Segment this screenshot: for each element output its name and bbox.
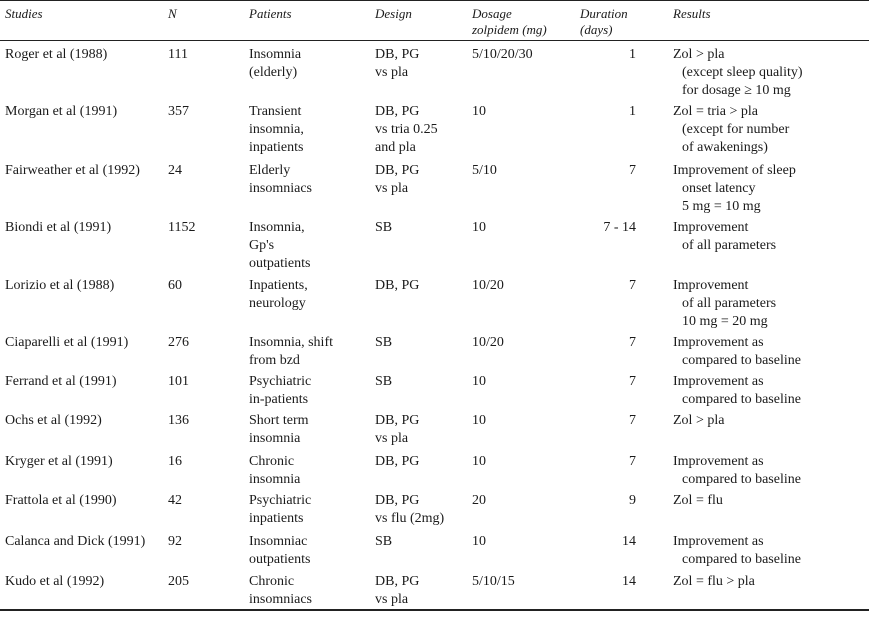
header-design: Design xyxy=(375,6,412,21)
results-cell-line: Zol = flu > pla xyxy=(673,574,755,589)
duration-cell: 9 xyxy=(629,493,636,508)
design-cell xyxy=(375,219,392,237)
results-cell-line: of awakenings) xyxy=(682,140,768,155)
dosage-cell: 10 xyxy=(472,220,486,235)
results-cell-line: Zol > pla xyxy=(673,413,725,428)
design-cell-line: SB xyxy=(375,335,393,350)
design-cell xyxy=(375,492,444,528)
patients-cell-line: inpatients xyxy=(249,511,304,526)
study-cell: Lorizio et al (1988) xyxy=(5,278,115,293)
design-cell xyxy=(375,46,419,82)
results-cell xyxy=(673,46,803,100)
results-cell-line: Improvement as xyxy=(673,454,764,469)
design-cell-line: DB, PG xyxy=(375,574,420,589)
study-cell: Calanca and Dick (1991) xyxy=(5,534,146,549)
study-cell: Biondi et al (1991) xyxy=(5,220,112,235)
patients-cell-line: neurology xyxy=(249,296,306,311)
patients-cell-line: Chronic xyxy=(249,454,295,469)
results-cell-line: compared to baseline xyxy=(682,472,801,487)
patients-cell-line: insomnia, xyxy=(249,122,304,137)
duration-cell: 1 xyxy=(629,47,636,62)
study-cell: Fairweather et al (1992) xyxy=(5,163,140,178)
n-cell: 16 xyxy=(168,454,182,469)
n-cell: 101 xyxy=(168,374,189,389)
design-cell-line: and pla xyxy=(375,140,416,155)
design-cell-line: SB xyxy=(375,534,393,549)
n-cell: 24 xyxy=(168,163,182,178)
results-cell-line: Improvement xyxy=(673,220,749,235)
patients-cell-line: Insomnia xyxy=(249,47,302,62)
design-cell xyxy=(375,573,419,609)
results-cell-line: for dosage ≥ 10 mg xyxy=(682,83,791,98)
n-cell: 92 xyxy=(168,534,182,549)
patients-cell xyxy=(249,573,312,609)
patients-cell-line: Insomnia, shift xyxy=(249,335,333,350)
duration-cell: 7 xyxy=(629,413,636,428)
table-bottom-rule xyxy=(0,609,869,611)
dosage-cell: 5/10/15 xyxy=(472,574,515,589)
dosage-cell: 5/10 xyxy=(472,163,497,178)
duration-cell: 14 xyxy=(622,534,636,549)
patients-cell-line: (elderly) xyxy=(249,65,298,80)
patients-cell-line: Inpatients, xyxy=(249,278,308,293)
patients-cell-line: Elderly xyxy=(249,163,291,178)
dosage-cell: 10 xyxy=(472,454,486,469)
duration-cell: 1 xyxy=(629,104,636,119)
design-cell-line: vs pla xyxy=(375,431,409,446)
design-cell-line: SB xyxy=(375,220,393,235)
design-cell xyxy=(375,162,419,198)
dosage-cell: 10 xyxy=(472,413,486,428)
results-cell xyxy=(673,162,796,216)
design-cell-line: DB, PG xyxy=(375,104,420,119)
duration-cell: 7 xyxy=(629,335,636,350)
patients-cell-line: in-patients xyxy=(249,392,309,407)
patients-cell-line: Gp's xyxy=(249,238,275,253)
results-cell-line: compared to baseline xyxy=(682,392,801,407)
patients-cell-line: Transient xyxy=(249,104,302,119)
results-cell-line: (except sleep quality) xyxy=(682,65,803,80)
patients-cell xyxy=(249,103,304,157)
dosage-cell: 10 xyxy=(472,104,486,119)
header-results: Results xyxy=(673,6,711,21)
study-cell: Kudo et al (1992) xyxy=(5,574,105,589)
results-cell xyxy=(673,412,724,430)
patients-cell xyxy=(249,373,311,409)
header-dosage-line: Dosage xyxy=(472,6,512,21)
header-patients: Patients xyxy=(249,6,292,21)
results-cell-line: Improvement xyxy=(673,278,749,293)
header-dosage xyxy=(472,6,547,38)
duration-cell: 7 xyxy=(629,163,636,178)
results-cell-line: compared to baseline xyxy=(682,353,801,368)
n-cell: 276 xyxy=(168,335,189,350)
patients-cell-line: insomniacs xyxy=(249,181,312,196)
duration-cell: 7 xyxy=(629,374,636,389)
design-cell-line: vs pla xyxy=(375,65,409,80)
design-cell xyxy=(375,373,392,391)
results-cell-line: of all parameters xyxy=(682,296,777,311)
duration-cell: 7 xyxy=(629,454,636,469)
patients-cell-line: Insomniac xyxy=(249,534,308,549)
patients-cell xyxy=(249,453,300,489)
results-cell xyxy=(673,373,801,409)
duration-cell: 14 xyxy=(622,574,636,589)
header-duration-line: Duration xyxy=(580,6,628,21)
patients-cell xyxy=(249,334,333,370)
results-cell xyxy=(673,453,801,489)
patients-cell-line: from bzd xyxy=(249,353,300,368)
patients-cell xyxy=(249,533,310,569)
patients-cell-line: Psychiatric xyxy=(249,493,312,508)
patients-cell-line: outpatients xyxy=(249,552,311,567)
results-cell-line: Improvement as xyxy=(673,534,764,549)
patients-cell xyxy=(249,277,308,313)
patients-cell-line: insomnia xyxy=(249,472,301,487)
results-cell xyxy=(673,533,801,569)
design-cell-line: vs flu (2mg) xyxy=(375,511,445,526)
patients-cell xyxy=(249,46,301,82)
results-cell-line: of all parameters xyxy=(682,238,777,253)
dosage-cell: 10 xyxy=(472,534,486,549)
design-cell-line: DB, PG xyxy=(375,413,420,428)
design-cell xyxy=(375,453,419,471)
study-cell: Morgan et al (1991) xyxy=(5,104,118,119)
dosage-cell: 20 xyxy=(472,493,486,508)
design-cell-line: DB, PG xyxy=(375,278,420,293)
study-cell: Roger et al (1988) xyxy=(5,47,108,62)
n-cell: 111 xyxy=(168,47,188,62)
design-cell-line: DB, PG xyxy=(375,47,420,62)
results-cell xyxy=(673,492,723,510)
study-cell: Kryger et al (1991) xyxy=(5,454,113,469)
header-studies: Studies xyxy=(5,6,43,21)
dosage-cell: 10/20 xyxy=(472,335,504,350)
results-cell-line: compared to baseline xyxy=(682,552,801,567)
patients-cell-line: inpatients xyxy=(249,140,304,155)
results-cell xyxy=(673,334,801,370)
results-cell-line: Improvement as xyxy=(673,374,764,389)
design-cell-line: SB xyxy=(375,374,393,389)
patients-cell-line: outpatients xyxy=(249,256,311,271)
design-cell-line: DB, PG xyxy=(375,163,420,178)
header-duration xyxy=(580,6,628,38)
design-cell xyxy=(375,533,392,551)
study-cell: Ochs et al (1992) xyxy=(5,413,102,428)
n-cell: 205 xyxy=(168,574,189,589)
results-cell-line: Zol = flu xyxy=(673,493,723,508)
patients-cell-line: Insomnia, xyxy=(249,220,305,235)
header-duration-line: (days) xyxy=(580,22,613,37)
patients-cell-line: insomnia xyxy=(249,431,301,446)
study-cell: Frattola et al (1990) xyxy=(5,493,117,508)
results-cell-line: 5 mg = 10 mg xyxy=(682,199,761,214)
design-cell-line: vs tria 0.25 xyxy=(375,122,438,137)
header-dosage-line: zolpidem (mg) xyxy=(472,22,547,37)
n-cell: 42 xyxy=(168,493,182,508)
results-cell xyxy=(673,277,776,331)
results-cell-line: Zol > pla xyxy=(673,47,725,62)
design-cell xyxy=(375,334,392,352)
study-cell: Ferrand et al (1991) xyxy=(5,374,117,389)
n-cell: 357 xyxy=(168,104,189,119)
design-cell xyxy=(375,412,419,448)
dosage-cell: 10/20 xyxy=(472,278,504,293)
patients-cell-line: insomniacs xyxy=(249,592,312,607)
study-cell: Ciaparelli et al (1991) xyxy=(5,335,129,350)
header-rule xyxy=(0,40,869,41)
n-cell: 60 xyxy=(168,278,182,293)
patients-cell xyxy=(249,492,311,528)
results-cell xyxy=(673,103,789,157)
results-cell-line: 10 mg = 20 mg xyxy=(682,314,768,329)
n-cell: 136 xyxy=(168,413,189,428)
design-cell xyxy=(375,103,438,157)
patients-cell xyxy=(249,412,309,448)
table-top-rule xyxy=(0,0,869,1)
patients-cell-line: Psychiatric xyxy=(249,374,312,389)
design-cell-line: DB, PG xyxy=(375,454,420,469)
design-cell-line: DB, PG xyxy=(375,493,420,508)
results-cell-line: Zol = tria > pla xyxy=(673,104,758,119)
dosage-cell: 5/10/20/30 xyxy=(472,47,533,62)
patients-cell-line: Short term xyxy=(249,413,309,428)
design-cell xyxy=(375,277,419,295)
design-cell-line: vs pla xyxy=(375,181,409,196)
dosage-cell: 10 xyxy=(472,374,486,389)
patients-cell xyxy=(249,162,312,198)
results-cell xyxy=(673,219,776,255)
duration-cell: 7 - 14 xyxy=(603,220,636,235)
results-cell-line: Improvement of sleep xyxy=(673,163,796,178)
results-cell-line: (except for number xyxy=(682,122,790,137)
results-cell xyxy=(673,573,755,591)
results-cell-line: Improvement as xyxy=(673,335,764,350)
patients-cell-line: Chronic xyxy=(249,574,295,589)
design-cell-line: vs pla xyxy=(375,592,409,607)
header-n: N xyxy=(168,6,177,21)
patients-cell xyxy=(249,219,310,273)
n-cell: 1152 xyxy=(168,220,196,235)
duration-cell: 7 xyxy=(629,278,636,293)
results-cell-line: onset latency xyxy=(682,181,756,196)
